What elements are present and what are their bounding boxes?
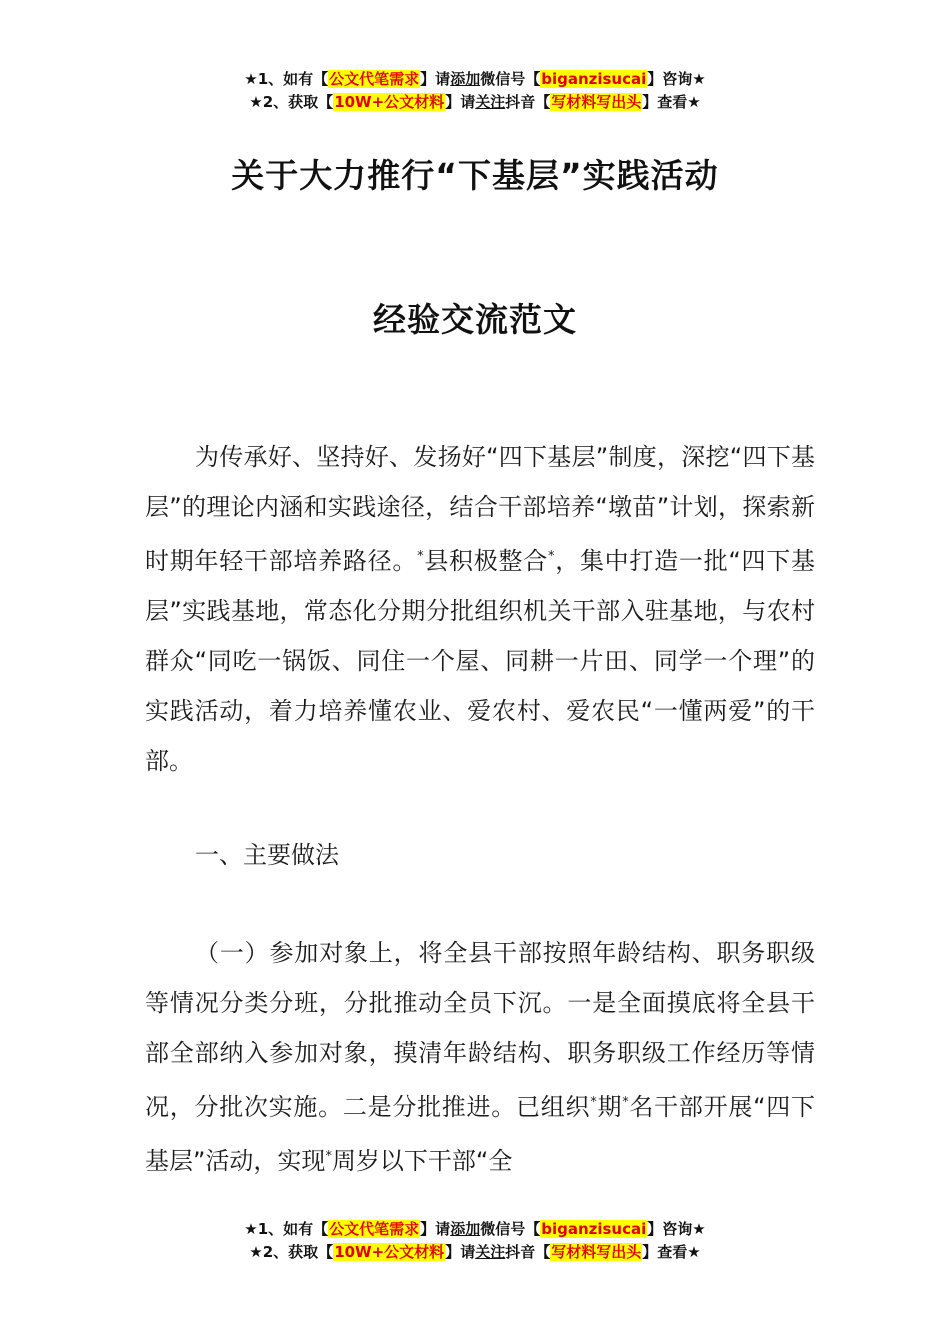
footer-banner [0, 1218, 950, 1264]
underline-text: 关注 [475, 1243, 506, 1261]
redaction-mark: * [547, 549, 555, 564]
text-run: 期 [596, 1093, 623, 1121]
banner-text: 】咨询★ [647, 1220, 706, 1238]
highlight-douyin-id: 写材料写出头 [551, 1243, 642, 1261]
text-run: （一）参加对象上，将全县干部按照年龄结构、职务职级等情况分类分班，分批推动全员下沉。一是全面摸底将全县干部全部纳入参加对象，摸清年龄结构、职务职级工作经历等情况，分批次实施。二是分批推进。已组织 [145, 939, 815, 1121]
banner-text: 】查看★ [642, 1243, 701, 1261]
banner-text: 】请 [420, 70, 451, 88]
paragraph-section-1 [145, 928, 815, 1186]
highlight-materials: 10W+公文材料 [334, 93, 445, 111]
banner-text: 抖音【 [505, 93, 551, 111]
banner-text: ★2、获取【 [249, 93, 334, 111]
underline-text: 添加 [450, 70, 481, 88]
underline-text: 关注 [475, 93, 506, 111]
banner-text: 】请 [420, 1220, 451, 1238]
redaction-mark: * [325, 1149, 332, 1164]
banner-text: ★1、如有【 [244, 70, 329, 88]
highlight-service: 公文代笔需求 [329, 1220, 420, 1238]
banner-text: ★2、获取【 [249, 1243, 334, 1261]
banner-text: 微信号【 [480, 70, 541, 88]
highlight-wechat-id: biganzisucai [541, 1220, 647, 1238]
banner-text: 】查看★ [642, 93, 701, 111]
banner-line-2 [0, 91, 950, 114]
banner-text: 】咨询★ [647, 70, 706, 88]
document-title-line-1: 关于大力推行“下基层”实践活动 [231, 156, 719, 195]
highlight-service: 公文代笔需求 [329, 70, 420, 88]
redaction-mark: * [622, 1095, 629, 1110]
highlight-wechat-id: biganzisucai [541, 70, 647, 88]
text-run: 县积极整合 [423, 547, 548, 575]
banner-text: 抖音【 [505, 1243, 551, 1261]
paragraph-intro [145, 432, 815, 786]
highlight-douyin-id: 写材料写出头 [551, 93, 642, 111]
section-heading: 一、主要做法 [195, 841, 339, 869]
underline-text: 添加 [450, 1220, 481, 1238]
banner-line-1 [0, 1218, 950, 1241]
banner-line-1 [0, 68, 950, 91]
redaction-mark: * [590, 1095, 597, 1110]
text-run: 名干部开展“四下基层”活动，实现 [145, 1093, 815, 1175]
highlight-materials: 10W+公文材料 [334, 1243, 445, 1261]
banner-text: 】请 [445, 93, 476, 111]
text-run: ，集中打造一批“四下基层”实践基地，常态化分期分批组织机关干部入驻基地，与农村群众“同吃一锅饭、同住一个屋、同耕一片田、同学一个理”的实践活动，着力培养懂农业、爱农村、爱农民“一懂两爱”的干部。 [145, 547, 815, 775]
header-banner [0, 68, 950, 114]
banner-text: 】请 [445, 1243, 476, 1261]
banner-text: 微信号【 [480, 1220, 541, 1238]
text-run: 周岁以下干部“全 [331, 1147, 513, 1175]
document-title-line-2: 经验交流范文 [373, 300, 577, 339]
banner-line-2 [0, 1241, 950, 1264]
banner-text: ★1、如有【 [244, 1220, 329, 1238]
redaction-mark: * [417, 549, 424, 564]
text-run: 为传承好、坚持好、发扬好“四下基层”制度，深挖“四下基层”的理论内涵和实践途径，结合干部培养“墩苗”计划，探索新时期年轻干部培养路径。 [145, 443, 815, 575]
